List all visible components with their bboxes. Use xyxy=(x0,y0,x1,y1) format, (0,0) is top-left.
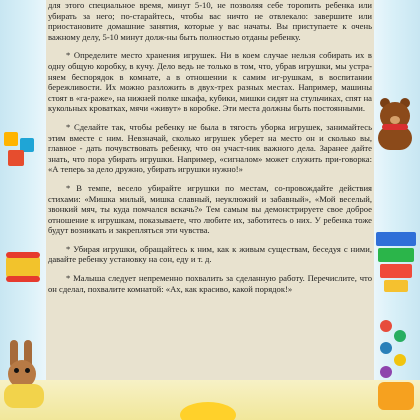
paragraph-2: * Определите место хранения игрушек. Ни в коем случае нельзя собирать их в одну общую коробку, в кучу. Дело ведь не только в том, что, убрав игрушки, мы устра-няем беспорядок в комнате, а в отношении к самим иг-рушкам, в воспитании бережливости. Их можно разложить в двух-трех разных местах. Например, машины стоят в «га-раже», на нижней полке шкафа, кубики, мишки сидят на стульчиках, спят на кукольных кроватках, мячи «живут» в коробке. Эти места должны быть постоянными. xyxy=(48,50,372,114)
toy-beads-icon xyxy=(374,320,420,416)
paragraph-4: * В темпе, весело убирайте игрушки по местам, со-провождайте действия стихами: «Мишка милый, мишка славный, неуклюжий и забавный», «Мой веселый, звонкий мяч, ты куда помчался вскачь?» Тем самым вы демонстрируете свое доброе отношение к игрушкам, показываете, что любите их, заботитесь о них. У ребенка тоже будут возникать и закрепляться эти чувства. xyxy=(48,182,372,236)
paragraph-3: * Сделайте так, чтобы ребенку не была в тягость уборка игрушек, занимайтесь этим вместе с ним. Невзначай, сколько игрушек уберет на место он и сколько вы, главное - дать почувствовать ребенку, что он участ-ник важного дела. Заранее дайте знать, что пора убирать игрушки. Например, «сигналом» может служить при-говорка: «А теперь за дело дружно, убирать игрушки нужно!» xyxy=(48,121,372,175)
paragraph-1: для этого специальное время, минут 5-10, не позволяя себе торопить ребенка или убирать за него; по-старайтесь, чтобы вас ничто не отвлекало: завершите или приостановите домашние занятия, которые у вас начаты. Вы приступаете к очень важному делу, 5-10 минут долж-ны быть полностью отданы ребенку. xyxy=(48,0,372,42)
document-text xyxy=(48,0,372,410)
toy-bunny-icon xyxy=(2,340,46,410)
paragraph-6: * Малыша следует непременно похвалить за сделанную работу. Перечислите, что он сделал, похвалите комнатой: «Ах, как красиво, какой порядок!» xyxy=(48,273,372,294)
paragraph-5: * Убирая игрушки, обращайтесь к ним, как к живым существам, беседуя с ними, давайте ребенку установку на сон, еду и т. д. xyxy=(48,243,372,265)
toy-blocks-stack-icon xyxy=(374,232,420,302)
toy-blocks-icon xyxy=(0,128,44,178)
toy-teddy-bear-icon xyxy=(372,96,420,152)
toy-drum-icon xyxy=(4,246,42,284)
